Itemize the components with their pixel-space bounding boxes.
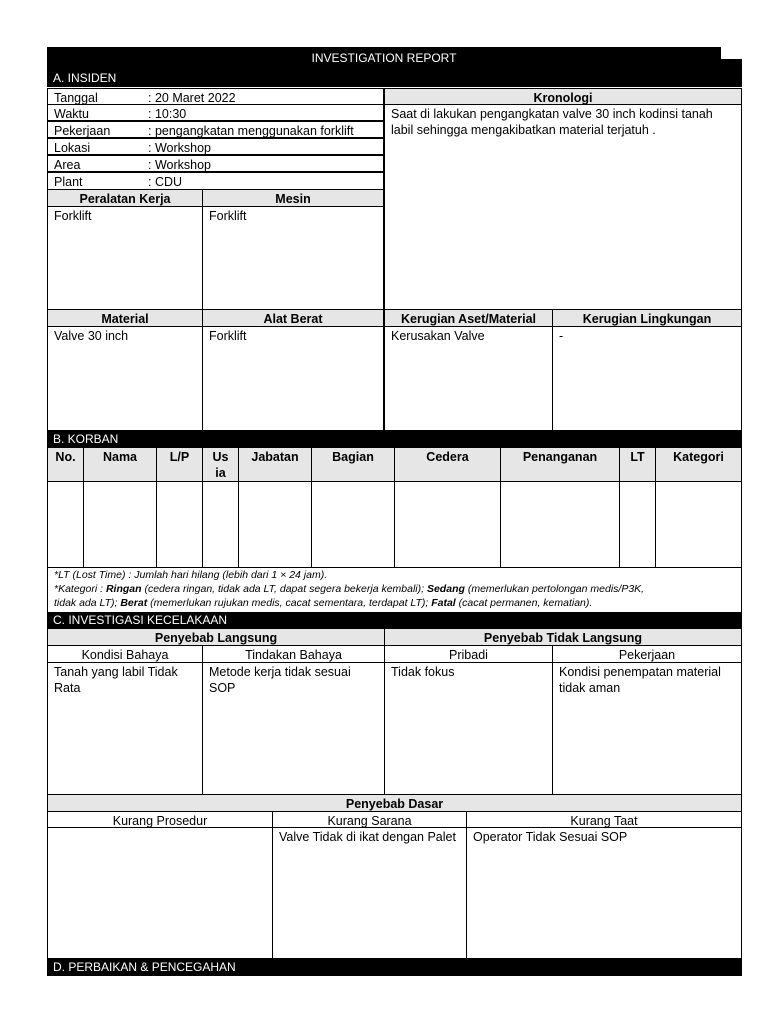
korban-cell-jabatan xyxy=(238,481,312,568)
korban-col-bagian: Bagian xyxy=(311,447,395,482)
note-sedang-desc: (memerlukan pertolongan medis/P3K, xyxy=(464,583,645,595)
section-b-header: B. KORBAN xyxy=(47,431,742,448)
note-ringan-desc: (cedera ringan, tidak ada LT, dapat segera bekerja kembali); xyxy=(141,583,427,595)
field-value: : 20 Maret 2022 xyxy=(148,91,236,105)
pribadi-value: Tidak fokus xyxy=(384,662,553,795)
pribadi-header: Pribadi xyxy=(384,645,553,663)
penyebab-tidak-langsung-header: Penyebab Tidak Langsung xyxy=(384,628,742,646)
field-value: : Workshop xyxy=(148,158,211,172)
kurang-taat-value: Operator Tidak Sesuai SOP xyxy=(466,827,742,959)
field-value: : 10:30 xyxy=(148,107,187,121)
korban-col-nama: Nama xyxy=(83,447,157,482)
alat-berat-header: Alat Berat xyxy=(202,309,384,327)
field-row-tanggal xyxy=(47,88,384,105)
mesin-value: Forklift xyxy=(202,206,384,310)
penyebab-langsung-header: Penyebab Langsung xyxy=(47,628,385,646)
kondisi-bahaya-header: Kondisi Bahaya xyxy=(47,645,203,663)
korban-col-usia: Usia xyxy=(202,447,239,482)
kurang-sarana-value: Valve Tidak di ikat dengan Palet xyxy=(272,827,467,959)
korban-col-no: No. xyxy=(47,447,84,482)
penyebab-dasar-header: Penyebab Dasar xyxy=(47,794,742,812)
peralatan-kerja-header: Peralatan Kerja xyxy=(47,189,203,207)
field-label: Lokasi xyxy=(54,141,91,155)
note-fatal: Fatal xyxy=(431,597,456,609)
korban-cell-usia xyxy=(202,481,239,568)
mesin-header: Mesin xyxy=(202,189,384,207)
korban-col-kategori: Kategori xyxy=(655,447,742,482)
korban-cell-lt xyxy=(619,481,656,568)
tindakan-bahaya-header: Tindakan Bahaya xyxy=(202,645,385,663)
korban-col-cedera: Cedera xyxy=(394,447,501,482)
pekerjaan-value: Kondisi penempatan material tidak aman xyxy=(552,662,742,795)
kerugian-lingkungan-header: Kerugian Lingkungan xyxy=(552,309,742,327)
kurang-taat-header: Kurang Taat xyxy=(466,811,742,828)
field-value: : CDU xyxy=(148,175,183,189)
title-tab xyxy=(721,59,742,69)
korban-cell-bagian xyxy=(311,481,395,568)
kronologi-header: Kronologi xyxy=(384,88,742,105)
kerugian-lingkungan-value: - xyxy=(552,326,742,431)
field-row-area xyxy=(47,155,384,172)
kondisi-bahaya-value: Tanah yang labil Tidak Rata xyxy=(47,662,203,795)
peralatan-kerja-value: Forklift xyxy=(47,206,203,310)
note-kategori-line2 xyxy=(54,596,735,610)
alat-berat-value: Forklift xyxy=(202,326,384,431)
kronologi-text: Saat di lakukan pengangkatan valve 30 inch kodinsi tanah labil sehingga mengakibatkan material terjatuh . xyxy=(384,104,742,310)
material-header: Material xyxy=(47,309,203,327)
note-lost-time: *LT (Lost Time) : Jumlah hari hilang (lebih dari 1 × 24 jam). xyxy=(54,569,328,581)
korban-col-jabatan: Jabatan xyxy=(238,447,312,482)
kerugian-aset-value: Kerusakan Valve xyxy=(384,326,553,431)
field-row-pekerjaan xyxy=(47,121,384,138)
korban-col-penanganan: Penanganan xyxy=(500,447,620,482)
section-a-header: A. INSIDEN xyxy=(47,69,742,87)
field-row-plant xyxy=(47,172,384,190)
korban-cell-penanganan xyxy=(500,481,620,568)
korban-cell-kategori xyxy=(655,481,742,568)
pekerjaan-header: Pekerjaan xyxy=(552,645,742,663)
note-lt-start: tidak ada LT); xyxy=(54,597,121,609)
note-sedang: Sedang xyxy=(426,583,465,595)
field-value: : pengangkatan menggunakan forklift xyxy=(148,124,354,138)
kurang-sarana-header: Kurang Sarana xyxy=(272,811,467,828)
section-d-header: D. PERBAIKAN & PENCEGAHAN xyxy=(47,958,742,976)
report-title: INVESTIGATION REPORT xyxy=(47,47,721,69)
kerugian-aset-header: Kerugian Aset/Material xyxy=(384,309,553,327)
note-berat-desc: (memerlukan rujukan medis, cacat sementara, terdapat LT); xyxy=(147,597,432,609)
kurang-prosedur-header: Kurang Prosedur xyxy=(47,811,273,828)
korban-cell-lp xyxy=(156,481,203,568)
field-label: Plant xyxy=(54,175,83,189)
section-c-header: C. INVESTIGASI KECELAKAAN xyxy=(47,612,742,629)
korban-cell-no xyxy=(47,481,84,568)
field-row-lokasi xyxy=(47,138,384,155)
field-label: Waktu xyxy=(54,107,89,121)
field-label: Tanggal xyxy=(54,91,98,105)
korban-cell-cedera xyxy=(394,481,501,568)
field-label: Pekerjaan xyxy=(54,124,111,138)
material-value: Valve 30 inch xyxy=(47,326,203,431)
note-kategori-prefix: *Kategori : xyxy=(54,583,106,595)
korban-col-lp: L/P xyxy=(156,447,203,482)
tindakan-bahaya-value: Metode kerja tidak sesuai SOP xyxy=(202,662,385,795)
kurang-prosedur-value xyxy=(47,827,273,959)
note-fatal-desc: (cacat permanen, kematian). xyxy=(455,597,593,609)
note-ringan: Ringan xyxy=(105,583,142,595)
field-value: : Workshop xyxy=(148,141,211,155)
korban-col-lt: LT xyxy=(619,447,656,482)
korban-notes xyxy=(47,567,742,613)
note-berat: Berat xyxy=(120,597,148,609)
field-label: Area xyxy=(54,158,81,172)
note-kategori-line1 xyxy=(54,582,735,596)
field-row-waktu xyxy=(47,104,384,121)
korban-cell-nama xyxy=(83,481,157,568)
